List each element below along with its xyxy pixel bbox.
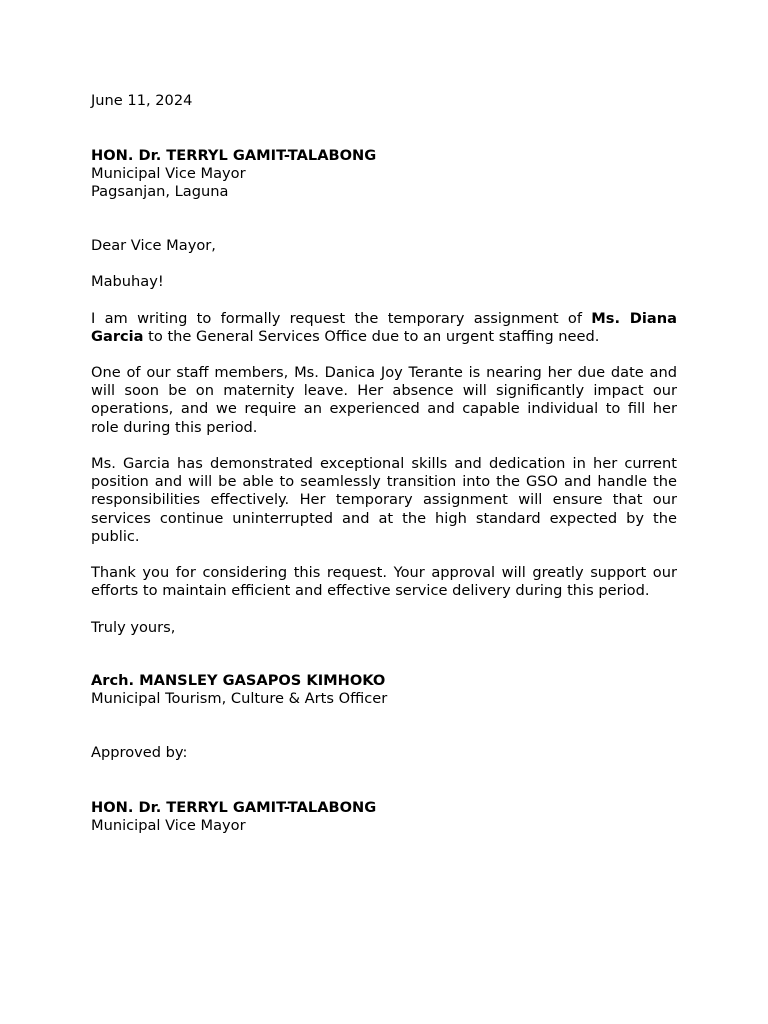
closing: Truly yours, (91, 619, 176, 636)
recipient-block (91, 147, 677, 202)
recipient-location: Pagsanjan, Laguna (91, 183, 229, 201)
paragraph-request-intro: I am writing to formally request the temporary assignment of (91, 310, 592, 327)
salutation: Dear Vice Mayor, (91, 237, 216, 254)
paragraph-staffing: One of our staff members, Ms. Danica Joy Terante is nearing her due date and will soon be on maternity leave. Her absence will significantly impact our operations, and we require an experienced and capable individual to fill her role during this period. (91, 364, 677, 436)
requested-person-name: Ms. Diana Garcia (91, 310, 677, 346)
approver-block (91, 799, 677, 835)
greeting: Mabuhay! (91, 273, 164, 290)
approver-title: Municipal Vice Mayor (91, 817, 246, 835)
approval-label: Approved by: (91, 744, 188, 761)
recipient-title: Municipal Vice Mayor (91, 165, 246, 183)
letter-date: June 11, 2024 (91, 92, 193, 109)
paragraph-request-reason: to the General Services Office due to an urgent staffing need. (143, 328, 600, 346)
approver-name: HON. Dr. TERRYL GAMIT-TALABONG (91, 799, 377, 816)
paragraph-qualifications: Ms. Garcia has demonstrated exceptional skills and dedication in her current position and will be able to seamlessly transition into the GSO and handle the responsibilities effectively. Her temporary assignment will ensure that our services continue uninterrupted and at the high standard expected by the public. (91, 455, 677, 545)
paragraph-thanks: Thank you for considering this request. Your approval will greatly support our efforts to maintain efficient and effective service delivery during this period. (91, 564, 677, 600)
sender-name: Arch. MANSLEY GASAPOS KIMHOKO (91, 672, 386, 689)
sender-title: Municipal Tourism, Culture & Arts Officer (91, 690, 388, 708)
paragraph-request (91, 310, 677, 346)
recipient-name: HON. Dr. TERRYL GAMIT-TALABONG (91, 147, 377, 164)
sender-block (91, 672, 677, 708)
